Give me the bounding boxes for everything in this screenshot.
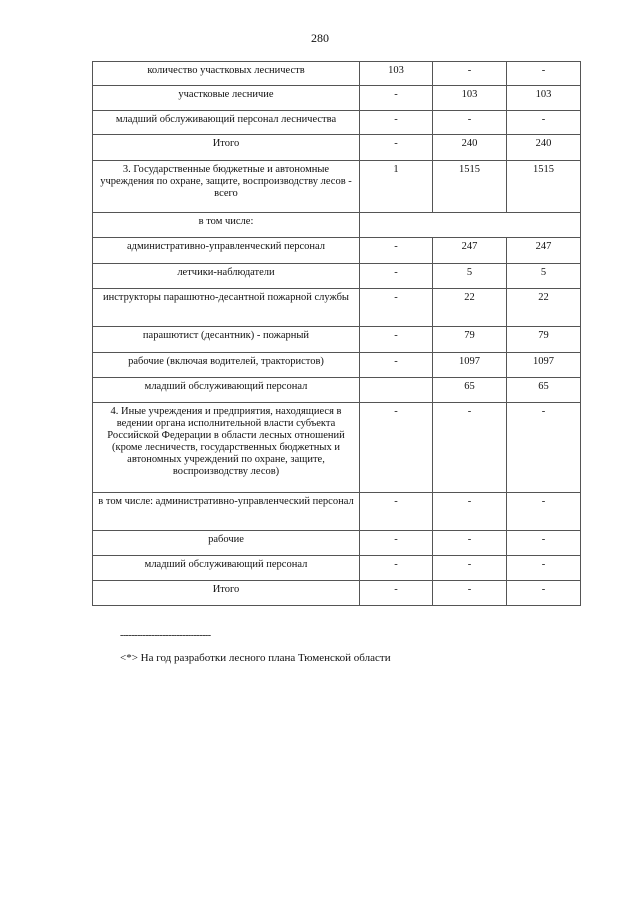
table-row: [93, 135, 581, 161]
table-row: [93, 86, 581, 111]
cell-col-2: -: [433, 556, 507, 581]
row-label: младший обслуживающий персонал: [93, 378, 360, 403]
cell-col-3: 247: [507, 238, 581, 264]
cell-col-1: -: [360, 581, 433, 606]
cell-col-2: 1097: [433, 353, 507, 378]
cell-col-3: 65: [507, 378, 581, 403]
cell-col-2: -: [433, 62, 507, 86]
table-row: [93, 213, 581, 238]
row-label: 3. Государственные бюджетные и автономные учреждения по охране, защите, воспроизводству лесов - всего: [93, 161, 360, 213]
cell-col-1: -: [360, 238, 433, 264]
cell-col-3: 5: [507, 264, 581, 289]
table-row: [93, 289, 581, 327]
row-label: рабочие (включая водителей, трактористов): [93, 353, 360, 378]
staff-table: [92, 61, 581, 606]
table-row: [93, 378, 581, 403]
cell-col-2: 247: [433, 238, 507, 264]
row-label: 4. Иные учреждения и предприятия, находящиеся в ведении органа исполнительной власти субъекта Российской Федерации в области лесных отношений (кроме лесничеств, государственных бюджетных и автономных учреждений по охране, защите, воспроизводству лесов): [93, 403, 360, 493]
cell-col-1: -: [360, 327, 433, 353]
cell-col-3: -: [507, 493, 581, 531]
table-row: [93, 556, 581, 581]
cell-col-3: 22: [507, 289, 581, 327]
cell-col-1: 1: [360, 161, 433, 213]
cell-col-1: -: [360, 289, 433, 327]
row-label: участковые лесничие: [93, 86, 360, 111]
cell-col-2: -: [433, 581, 507, 606]
row-label: летчики-наблюдатели: [93, 264, 360, 289]
cell-col-2: 5: [433, 264, 507, 289]
cell-col-2: 22: [433, 289, 507, 327]
table-body: [93, 62, 581, 606]
cell-col-2: 1515: [433, 161, 507, 213]
cell-col-1: -: [360, 556, 433, 581]
row-label: количество участковых лесничеств: [93, 62, 360, 86]
table-row: [93, 264, 581, 289]
cell-col-1: 103: [360, 62, 433, 86]
table-row: [93, 161, 581, 213]
cell-col-3: -: [507, 531, 581, 556]
row-label: младший обслуживающий персонал лесничества: [93, 111, 360, 135]
cell-col-2: 65: [433, 378, 507, 403]
table-row: [93, 581, 581, 606]
cell-col-3: -: [507, 111, 581, 135]
footnote-separator: --------------------------------: [120, 630, 211, 641]
cell-col-3: 240: [507, 135, 581, 161]
footnote-text: <*> На год разработки лесного плана Тюменской области: [120, 652, 391, 664]
cell-col-2: -: [433, 111, 507, 135]
cell-col-2: -: [433, 531, 507, 556]
row-label: младший обслуживающий персонал: [93, 556, 360, 581]
cell-col-1: -: [360, 493, 433, 531]
cell-col-2: -: [433, 493, 507, 531]
cell-col-2: 240: [433, 135, 507, 161]
cell-col-1: -: [360, 403, 433, 493]
table-row: [93, 493, 581, 531]
row-label: инструкторы парашютно-десантной пожарной службы: [93, 289, 360, 327]
cell-col-3: -: [507, 556, 581, 581]
table-row: [93, 531, 581, 556]
cell-col-1: -: [360, 264, 433, 289]
table-row: [93, 403, 581, 493]
cell-col-2: 103: [433, 86, 507, 111]
table-row: [93, 353, 581, 378]
row-label: Итого: [93, 135, 360, 161]
cell-col-2: -: [433, 403, 507, 493]
cell-col-3: 103: [507, 86, 581, 111]
table-row: [93, 62, 581, 86]
cell-col-1: -: [360, 135, 433, 161]
table-row: [93, 111, 581, 135]
empty-cell: [360, 213, 581, 238]
row-label: административно-управленческий персонал: [93, 238, 360, 264]
cell-col-1: -: [360, 353, 433, 378]
cell-col-1: -: [360, 86, 433, 111]
cell-col-3: -: [507, 403, 581, 493]
cell-col-3: 1515: [507, 161, 581, 213]
row-label: парашютист (десантник) - пожарный: [93, 327, 360, 353]
row-label: Итого: [93, 581, 360, 606]
cell-col-1: -: [360, 111, 433, 135]
cell-col-3: 1097: [507, 353, 581, 378]
row-label: рабочие: [93, 531, 360, 556]
cell-col-3: -: [507, 581, 581, 606]
cell-col-2: 79: [433, 327, 507, 353]
cell-col-1: [360, 378, 433, 403]
cell-col-1: -: [360, 531, 433, 556]
row-label: в том числе:: [93, 213, 360, 238]
cell-col-3: 79: [507, 327, 581, 353]
cell-col-3: -: [507, 62, 581, 86]
table-row: [93, 327, 581, 353]
row-label: в том числе: административно-управленческий персонал: [93, 493, 360, 531]
table-row: [93, 238, 581, 264]
page-number: 280: [311, 31, 329, 45]
